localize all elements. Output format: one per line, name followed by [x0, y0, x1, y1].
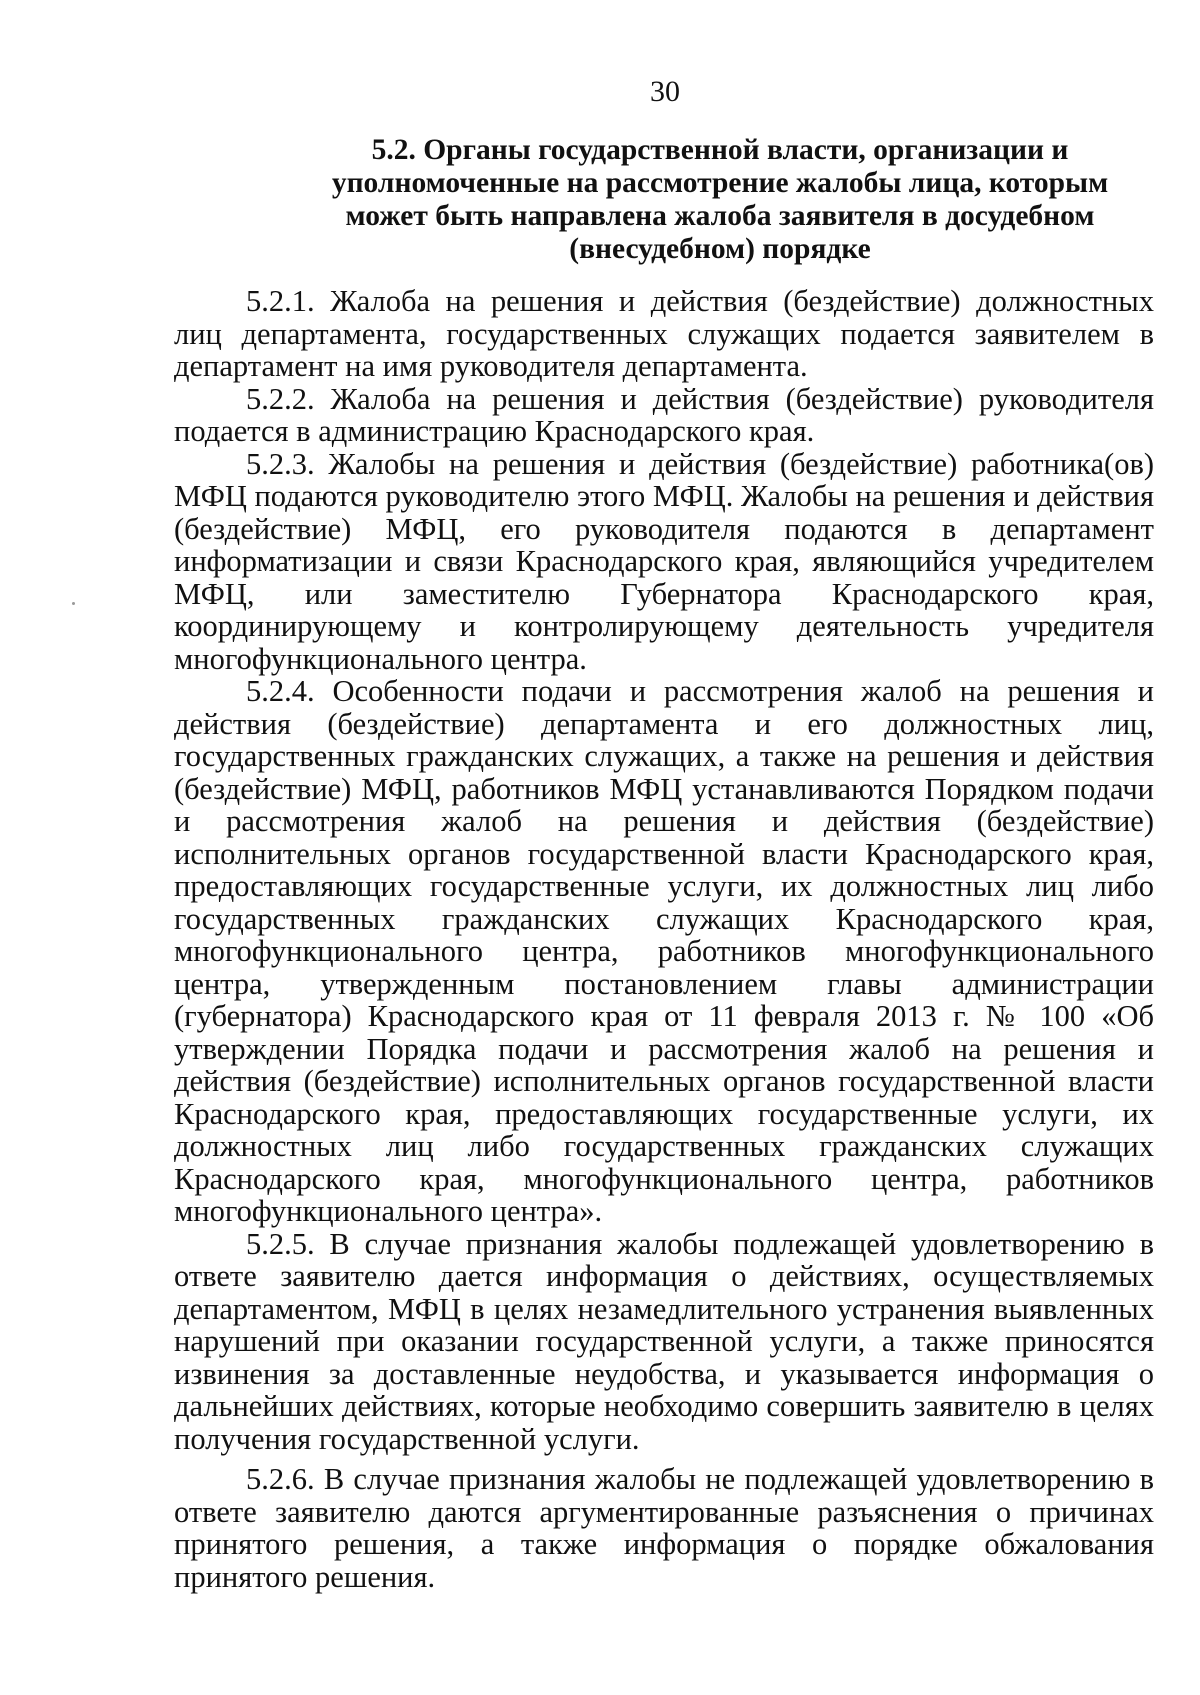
- paragraph-5-2-2: 5.2.2. Жалоба на решения и действия (бездействие) руководителя подается в администрацию Краснодарского края.: [174, 381, 1154, 448]
- document-body: [174, 285, 1154, 1593]
- paragraph-5-2-1: 5.2.1. Жалоба на решения и действия (бездействие) должностных лиц департамента, государственных служащих подается заявителем в департамент на имя руководителя департамента.: [174, 284, 1154, 383]
- section-heading-line: (внесудебном) порядке: [569, 233, 871, 265]
- section-heading-line: 5.2. Органы государственной власти, организации и: [371, 134, 1069, 166]
- paragraph-5-2-3: 5.2.3. Жалобы на решения и действия (бездействие) работника(ов) МФЦ подаются руководителю этого МФЦ. Жалобы на решения и действия (бездействие) МФЦ, его руководителя подаются в департамент информатизации и связи Краснодарского края, являющийся учредителем МФЦ, или заместителю Губернатора Краснодарского края, координирующему и контролирующему деятельность учредителя многофункционального центра.: [174, 446, 1155, 676]
- section-heading-line: уполномоченные на рассмотрение жалобы лица, которым: [331, 167, 1109, 199]
- paragraph-5-2-6: 5.2.6. В случае признания жалобы не подлежащей удовлетворению в ответе заявителю даются аргументированные разъяснения о причинах принятого решения, а также информация о порядке обжалования принятого решения.: [174, 1462, 1154, 1594]
- paragraph-5-2-4: 5.2.4. Особенности подачи и рассмотрения жалоб на решения и действия (бездействие) департамента и его должностных лиц, государственных гражданских служащих, а также на решения и действия (бездействие) МФЦ, работников МФЦ устанавливаются Порядком подачи и рассмотрения жалоб на решения и действия (бездействие) исполнительных органов государственной власти Краснодарского края, предоставляющих государственные услуги, их должностных лиц либо государственных гражданских служащих Краснодарского края, многофункционального центра, работников многофункционального центра, утвержденным постановлением главы администрации (губернатора) Краснодарского края от 11 февраля 2013 г. № 100 «Об утверждении Порядка подачи и рассмотрения жалоб на решения и действия (бездействие) исполнительных органов государственной власти Краснодарского края, предоставляющих государственные услуги, их должностных лиц либо государственных гражданских служащих Краснодарского края, многофункционального центра, работников многофункционального центра».: [174, 674, 1154, 1228]
- section-heading-line: может быть направлена жалоба заявителя в досудебном: [345, 200, 1095, 232]
- paragraph-5-2-5: 5.2.5. В случае признания жалобы подлежащей удовлетворению в ответе заявителю дается информация о действиях, осуществляемых департаментом, МФЦ в целях незамедлительного устранения выявленных нарушений при оказании государственной услуги, а также приносятся извинения за доставленные неудобства, и указывается информация о дальнейших действиях, которые необходимо совершить заявителю в целях получения государственной услуги.: [174, 1226, 1154, 1456]
- page-number: 30: [650, 75, 680, 108]
- scan-speck: [72, 602, 75, 605]
- section-heading: [290, 134, 1150, 266]
